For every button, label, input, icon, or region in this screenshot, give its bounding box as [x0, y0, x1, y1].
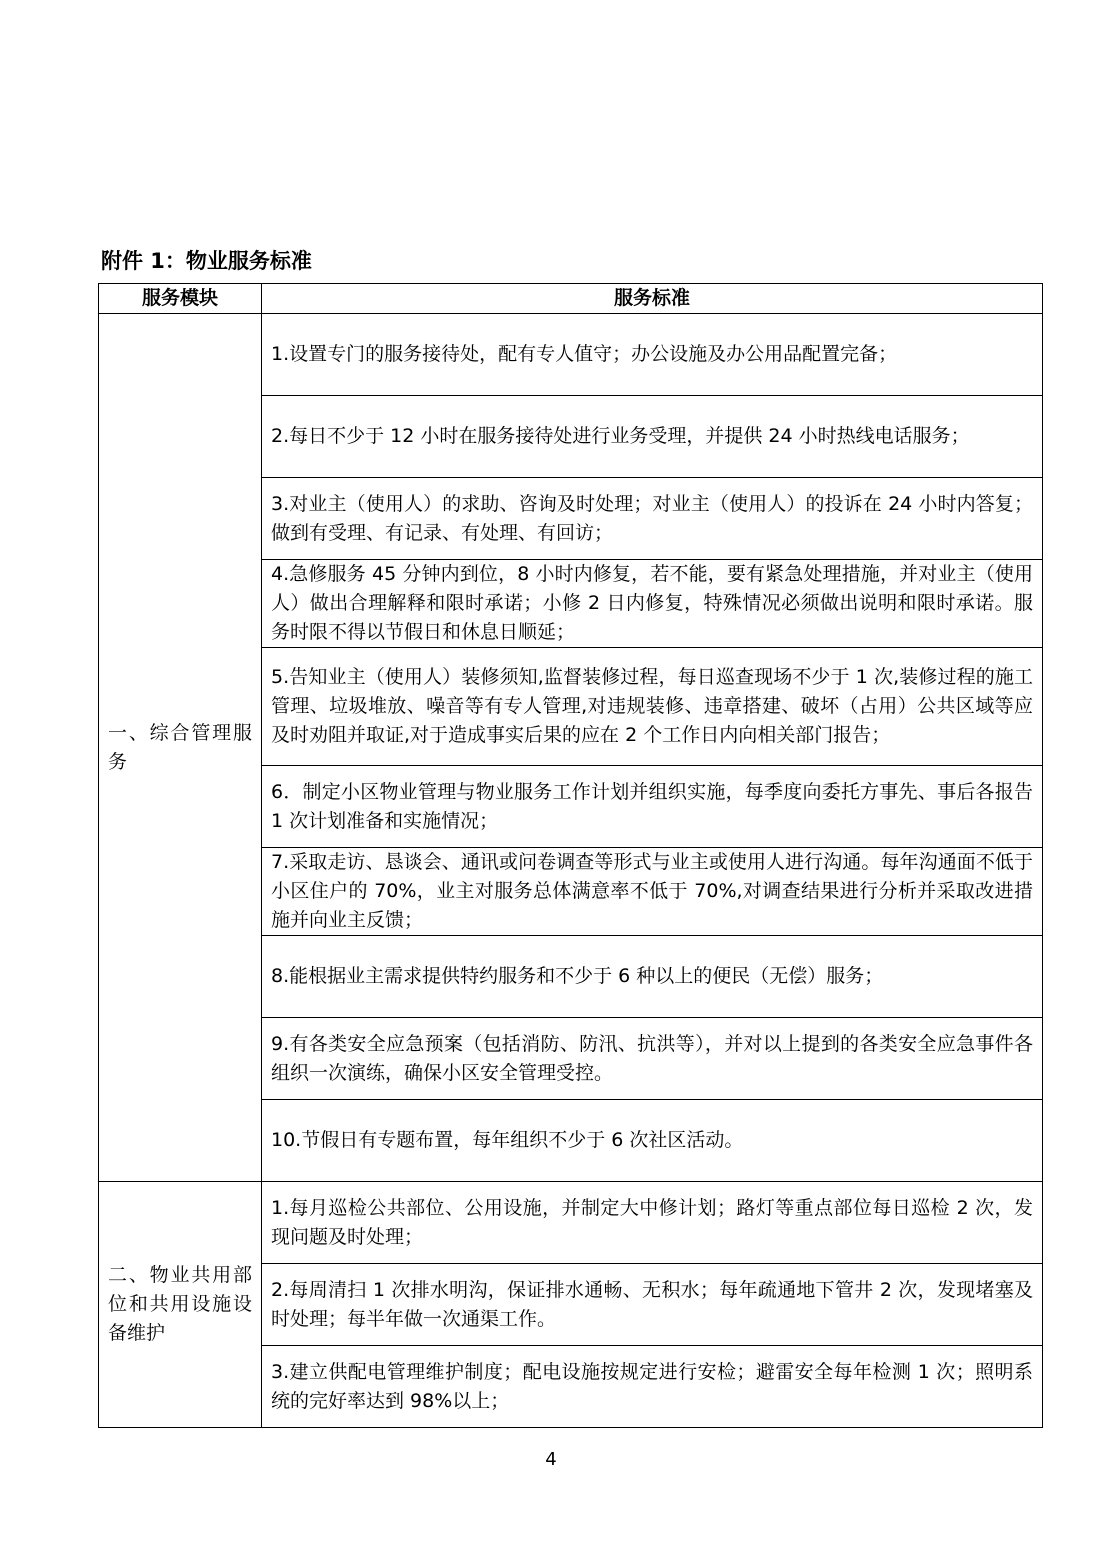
standard-cell: 3.对业主（使用人）的求助、咨询及时处理；对业主（使用人）的投诉在 24 小时内答复；做到有受理、有记录、有处理、有回访； — [262, 478, 1043, 560]
document-title: 附件 1：物业服务标准 — [101, 249, 312, 273]
module-cell — [99, 1182, 262, 1428]
standard-cell: 5.告知业主（使用人）装修须知,监督装修过程，每日巡查现场不少于 1 次,装修过程的施工管理、垃圾堆放、噪音等有专人管理,对违规装修、违章搭建、破坏（占用）公共区域等应及时劝阻并取证,对于造成事实后果的应在 2 个工作日内向相关部门报告； — [262, 648, 1043, 766]
module-label: 一、综合管理服务 — [108, 721, 252, 773]
standard-cell: 7.采取走访、恳谈会、通讯或问卷调查等形式与业主或使用人进行沟通。每年沟通面不低于小区住户的 70%，业主对服务总体满意率不低于 70%,对调查结果进行分析并采取改进措施并向业主反馈； — [262, 848, 1043, 936]
standard-cell: 10.节假日有专题布置，每年组织不少于 6 次社区活动。 — [262, 1100, 1043, 1182]
service-standards-table — [98, 283, 1043, 1428]
standard-cell: 8.能根据业主需求提供特约服务和不少于 6 种以上的便民（无偿）服务； — [262, 936, 1043, 1018]
page-number: 4 — [545, 1449, 557, 1470]
standard-cell: 4.急修服务 45 分钟内到位，8 小时内修复，若不能，要有紧急处理措施，并对业主（使用人）做出合理解释和限时承诺；小修 2 日内修复，特殊情况必须做出说明和限时承诺。服务时限不得以节假日和休息日顺延； — [262, 560, 1043, 648]
table-row — [99, 314, 1043, 396]
table-header-row — [99, 284, 1043, 314]
standard-cell: 9.有各类安全应急预案（包括消防、防汛、抗洪等），并对以上提到的各类安全应急事件各组织一次演练，确保小区安全管理受控。 — [262, 1018, 1043, 1100]
standard-cell: 6．制定小区物业管理与物业服务工作计划并组织实施，每季度向委托方事先、事后各报告 1 次计划准备和实施情况； — [262, 766, 1043, 848]
standard-cell: 3.建立供配电管理维护制度；配电设施按规定进行安检；避雷安全每年检测 1 次；照明系统的完好率达到 98%以上； — [262, 1346, 1043, 1428]
header-module: 服务模块 — [99, 284, 262, 314]
standard-cell: 2.每日不少于 12 小时在服务接待处进行业务受理，并提供 24 小时热线电话服务； — [262, 396, 1043, 478]
standard-cell: 1.每月巡检公共部位、公用设施，并制定大中修计划；路灯等重点部位每日巡检 2 次，发现问题及时处理； — [262, 1182, 1043, 1264]
table-row — [99, 1182, 1043, 1264]
header-standard: 服务标准 — [262, 284, 1043, 314]
standard-cell: 2.每周清扫 1 次排水明沟，保证排水通畅、无积水；每年疏通地下管井 2 次，发现堵塞及时处理；每半年做一次通渠工作。 — [262, 1264, 1043, 1346]
module-cell — [99, 314, 262, 1182]
standard-cell: 1.设置专门的服务接待处，配有专人值守；办公设施及办公用品配置完备； — [262, 314, 1043, 396]
module-label: 二、物业共用部位和共用设施设备维护 — [108, 1264, 252, 1344]
